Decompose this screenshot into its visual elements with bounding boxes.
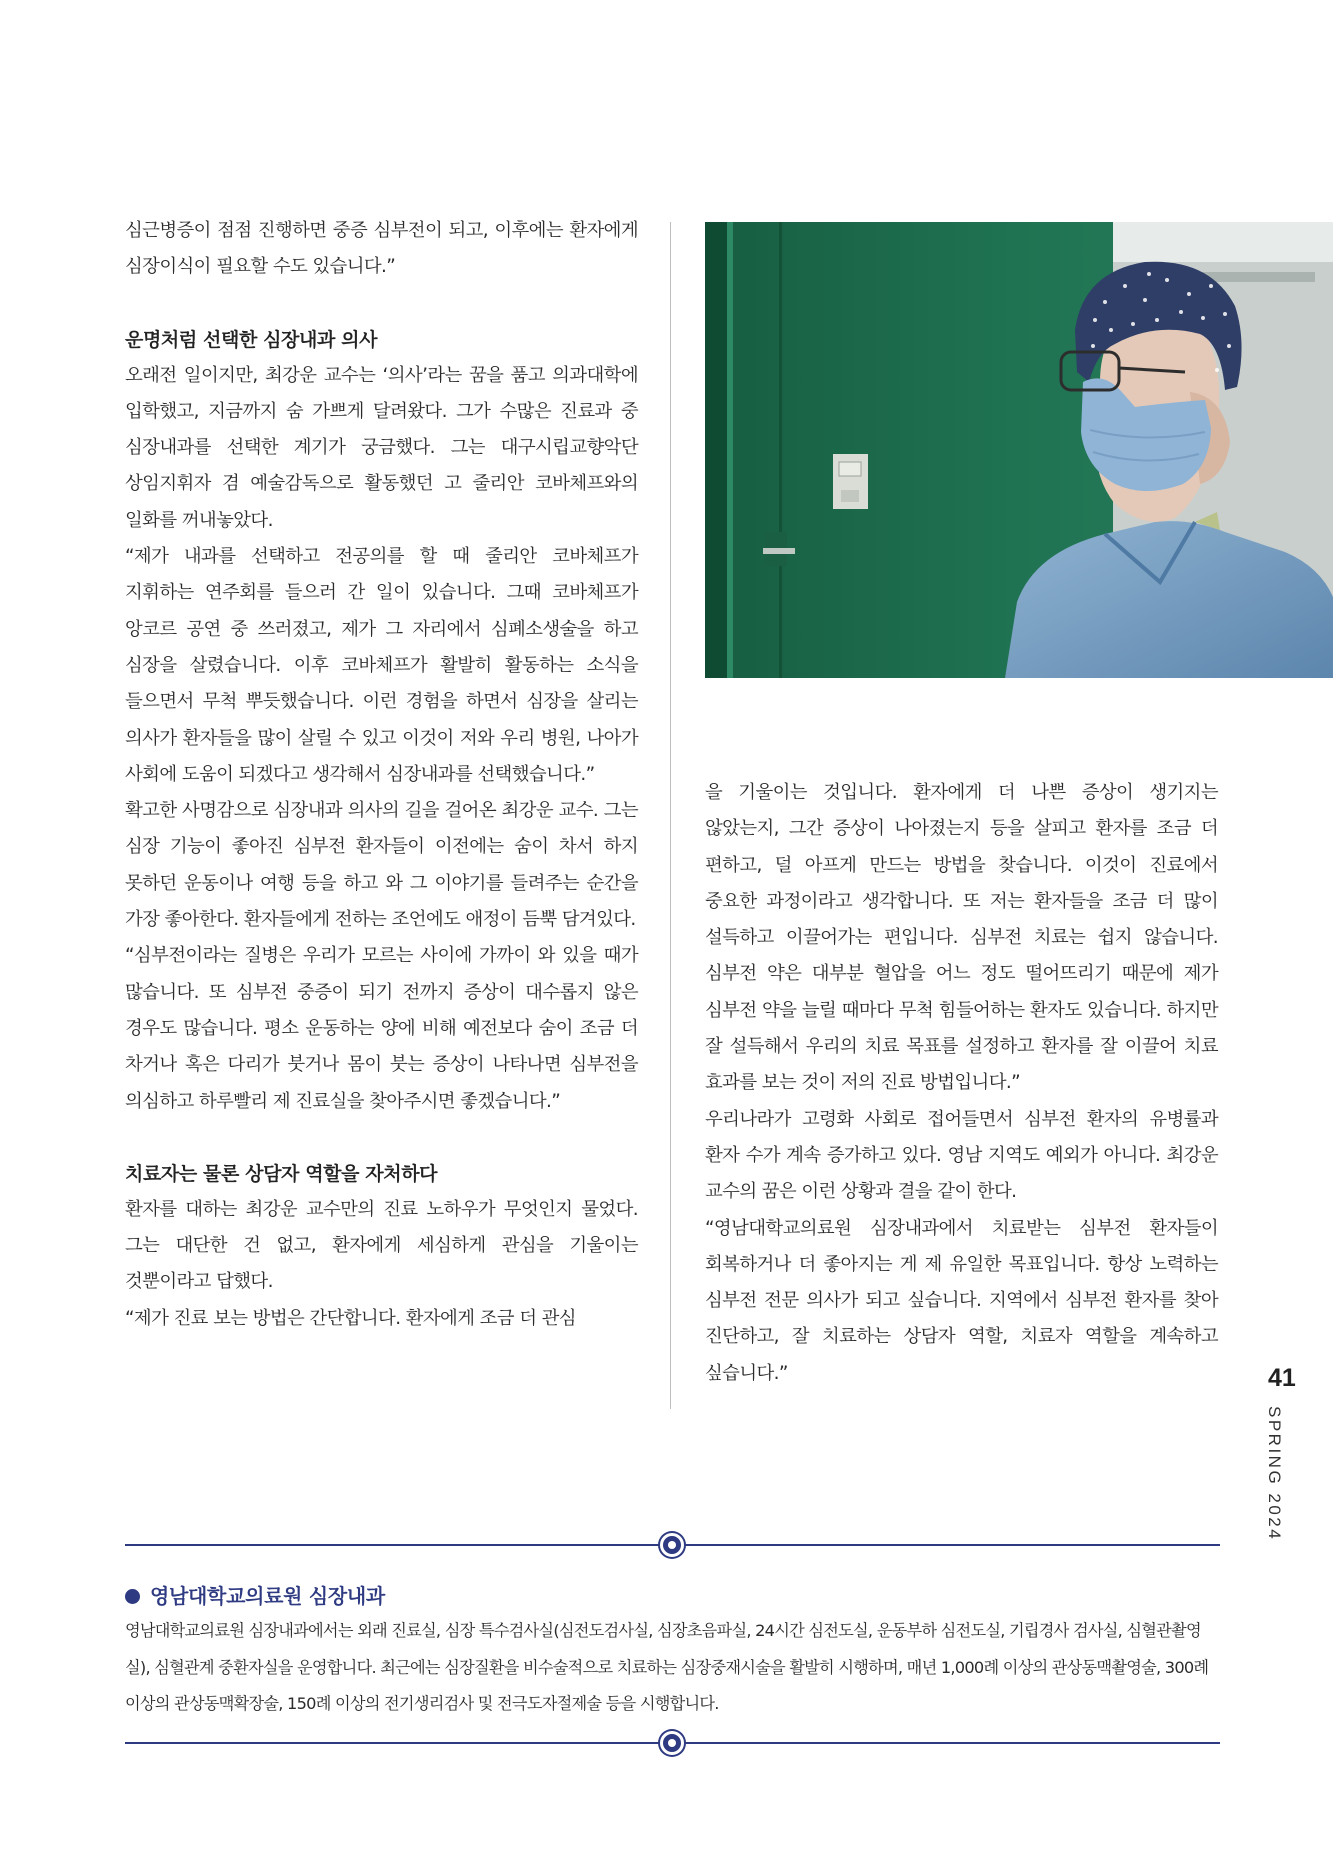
door-edge — [705, 222, 727, 678]
divider-dot-icon — [660, 1731, 684, 1755]
quote-paragraph: “제가 내과를 선택하고 전공의를 할 때 줄리안 코바체프가 지휘하는 연주회를 들으러 간 일이 있습니다. 그때 코바체프가 앙코르 공연 중 쓰러졌고, 제가 그 자리에서 심폐소생술을 하고 심장을 살렸습니다. 이후 코바체프가 활발히 활동하는 소식을 들으면서 무척 뿌듯했습니다. 이런 경험을 하면서 심장을 살리는 의사가 환자들을 많이 살릴 수 있고 이것이 저와 우리 병원, 나아가 사회에 도움이 되겠다고 생각해서 심장내과를 선택했습니다.” — [125, 546, 638, 785]
paragraph: 확고한 사명감으로 심장내과 의사의 길을 걸어온 최강운 교수. 그는 심장 기능이 좋아진 심부전 환자들이 이전에는 숨이 차서 하지 못하던 운동이나 여행 등을 하고 와 그 이야기를 들려주는 순간을 가장 좋아한다. 환자들에게 전하는 조언에도 애정이 듬뿍 담겨있다. — [125, 800, 638, 931]
paragraph: 심근병증이 점점 진행하면 중증 심부전이 되고, 이후에는 환자에게 심장이식이 필요할 수도 있습니다.” — [125, 220, 638, 278]
section-heading: 치료자는 물론 상담자 역할을 자처하다 — [125, 1162, 438, 1185]
paragraph: 을 기울이는 것입니다. 환자에게 더 나쁜 증상이 생기지는 않았는지, 그간 증상이 나아졌는지 등을 살피고 환자를 조금 더 편하고, 덜 아프게 만드는 방법을 찾습니다. 이것이 진료에서 중요한 과정이라고 생각합니다. 또 저는 환자들을 조금 더 많이 설득하고 이끌어가는 편입니다. 심부전 치료는 쉽지 않습니다. 심부전 약은 대부분 혈압을 어느 정도 떨어뜨리기 때문에 제가 심부전 약을 늘릴 때마다 무척 힘들어하는 환자도 있습니다. 하지만 잘 설득해서 우리의 치료 목표를 설정하고 환자를 잘 이끌어 치료 효과를 보는 것이 저의 진료 방법입니다.” — [705, 782, 1218, 1094]
paragraph: 우리나라가 고령화 사회로 접어들면서 심부전 환자의 유병률과 환자 수가 계속 증가하고 있다. 영남 지역도 예외가 아니다. 최강운 교수의 꿈은 이런 상황과 결을 같이 한다. — [705, 1108, 1218, 1203]
quote-paragraph: “영남대학교의료원 심장내과에서 치료받는 심부전 환자들이 회복하거나 더 좋아지는 게 제 유일한 목표입니다. 항상 노력하는 심부전 전문 의사가 되고 싶습니다. 지역에서 심부전 환자를 찾아 진단하고, 잘 치료하는 상담자 역할, 치료자 역할을 계속하고 싶습니다.” — [705, 1217, 1218, 1384]
page-number: 41 — [1268, 1364, 1296, 1392]
column-divider — [670, 222, 671, 1409]
article-right-column — [705, 775, 1218, 1392]
article-left-column — [125, 213, 638, 1337]
doctor-photo — [705, 222, 1333, 678]
divider-dot-icon — [660, 1533, 684, 1557]
paragraph: 오래전 일이지만, 최강운 교수는 ‘의사’라는 꿈을 품고 의과대학에 입학했고, 지금까지 숨 가쁘게 달려왔다. 그가 수많은 진료과 중 심장내과를 선택한 계기가 궁금했다. 그는 대구시립교향악단 상임지휘자 겸 예술감독으로 활동했던 고 줄리안 코바체프와의 일화를 꺼내놓았다. — [125, 364, 638, 531]
season-text: SPRING 2024 — [1265, 1406, 1284, 1542]
quote-paragraph: “심부전이라는 질병은 우리가 모르는 사이에 가까이 와 있을 때가 많습니다. 또 심부전 중증이 되기 전까지 증상이 대수롭지 않은 경우도 많습니다. 평소 운동하는 양에 비해 예전보다 숨이 조금 더 차거나 혹은 다리가 붓거나 몸이 붓는 증상이 나타나면 심부전을 의심하고 하루빨리 제 진료실을 찾아주시면 좋겠습니다.” — [125, 945, 638, 1112]
quote-paragraph: “제가 진료 보는 방법은 간단합니다. 환자에게 조금 더 관심 — [125, 1307, 576, 1329]
info-title-text: 영남대학교의료원 심장내과 — [150, 1584, 385, 1608]
info-box-title — [125, 1580, 385, 1609]
season-label — [1253, 1402, 1284, 1542]
info-box-body: 영남대학교의료원 심장내과에서는 외래 진료실, 심장 특수검사실(심전도검사실, 심장초음파실, 24시간 심전도실, 운동부하 심전도실, 기립경사 검사실, 심혈관촬영실), 심혈관계 중환자실을 운영합니다. 최근에는 심장질환을 비수술적으로 치료하는 심장중재시술을 활발히 시행하며, 매년 1,000례 이상의 관상동맥촬영술, 300례 이상의 관상동맥확장술, 150례 이상의 전기생리검사 및 전극도자절제술 등을 시행합니다. — [125, 1621, 1209, 1713]
bullet-dot-icon — [125, 1589, 140, 1604]
section-heading: 운명처럼 선택한 심장내과 의사 — [125, 328, 378, 351]
paragraph: 환자를 대하는 최강운 교수만의 진료 노하우가 무엇인지 물었다. 그는 대단한 건 없고, 환자에게 세심하게 관심을 기울이는 것뿐이라고 답했다. — [125, 1198, 638, 1293]
